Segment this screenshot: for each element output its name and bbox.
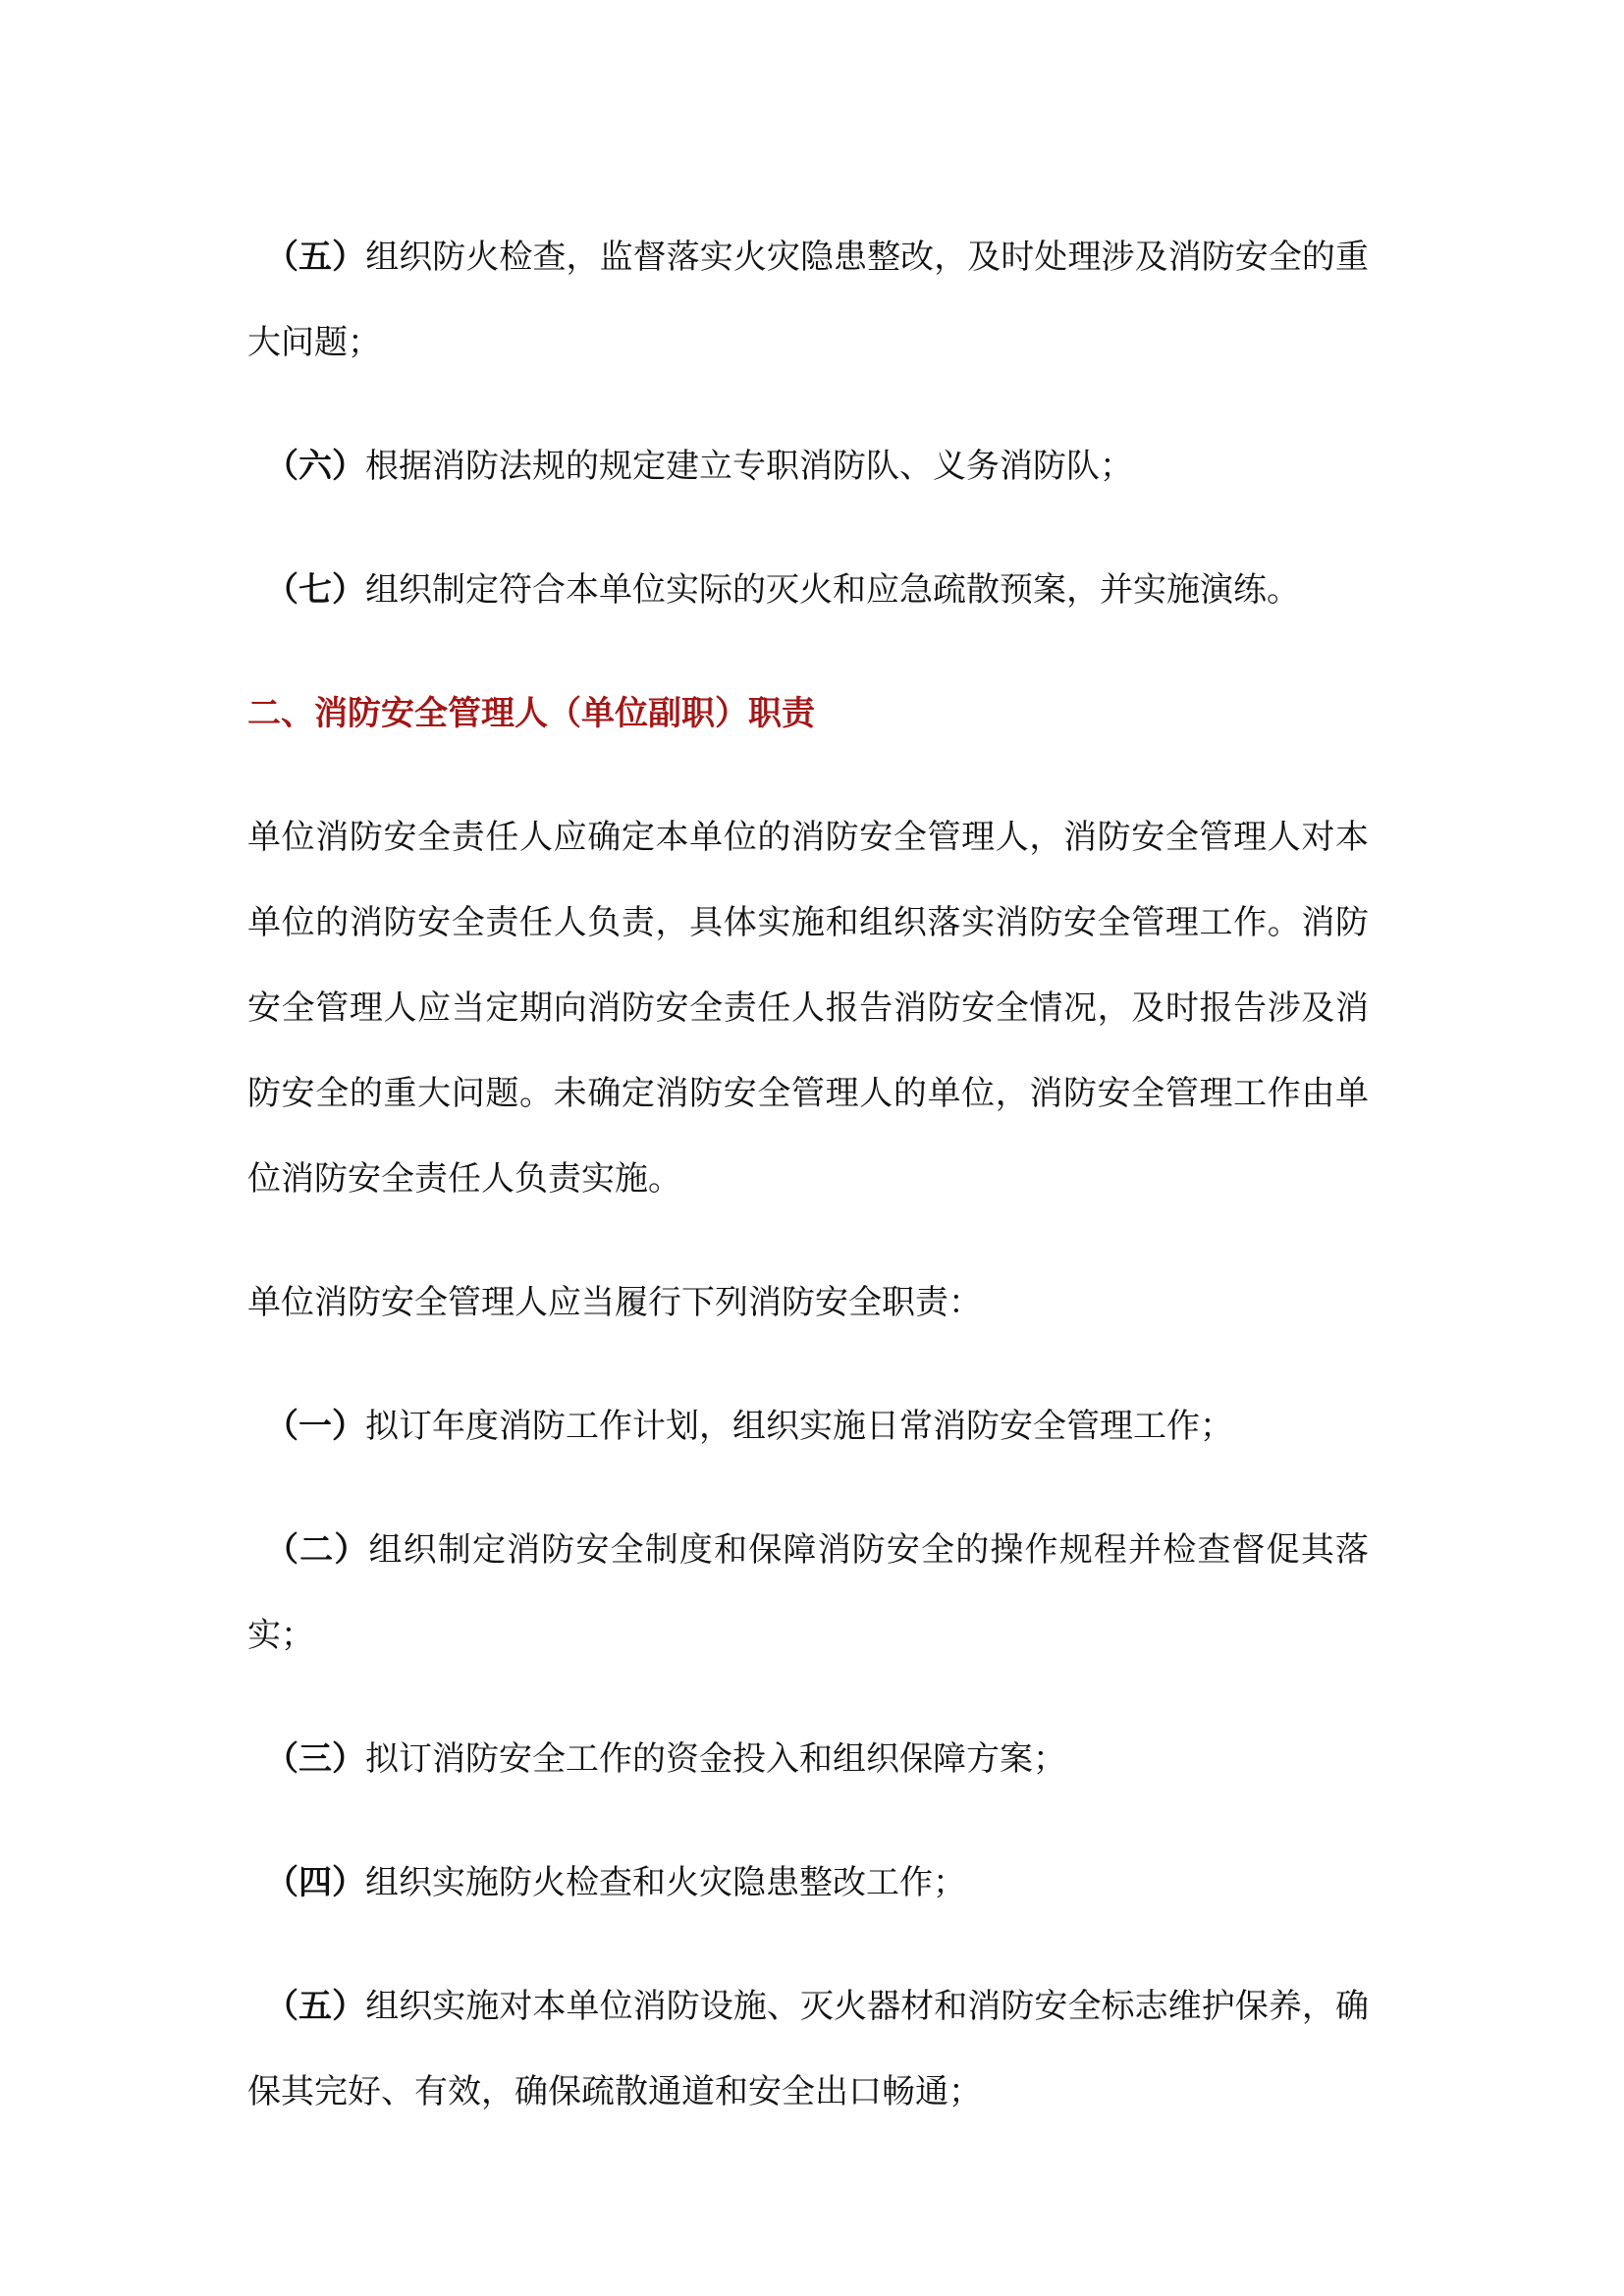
item-label: （二）: [265, 1530, 369, 1570]
item-label: （五）: [265, 1987, 366, 2026]
item-label: （六）: [265, 447, 365, 486]
intro-paragraph: 单位消防安全责任人应确定本单位的消防安全管理人，消防安全管理人对本单位的消防安全责任人负责，具体实施和组织落实消防安全管理工作。消防安全管理人应当定期向消防安全责任人报告消防安全情况，及时报告涉及消防安全的重大问题。未确定消防安全管理人的单位，消防安全管理工作由单位消防安全责任人负责实施。: [247, 818, 1369, 1199]
item-text: 组织实施对本单位消防设施、灭火器材和消防安全标志维护保养，确保其完好、有效，确保疏散通道和安全出口畅通；: [247, 1987, 1369, 2111]
item-text: 组织制定消防安全制度和保障消防安全的操作规程并检查督促其落实；: [247, 1530, 1369, 1655]
list-item: [247, 548, 1369, 633]
list-item: [247, 1384, 1369, 1469]
list-item: [247, 1717, 1369, 1802]
item-label: （五）: [265, 238, 366, 277]
document-body: [247, 215, 1369, 2173]
lead-paragraph: 单位消防安全管理人应当履行下列消防安全职责：: [247, 1283, 982, 1322]
list-item: [247, 215, 1369, 386]
list-item: [247, 1964, 1369, 2135]
section-heading: 二、消防安全管理人（单位副职）职责: [247, 694, 815, 733]
item-label: （三）: [265, 1739, 365, 1779]
list-item: [247, 1508, 1369, 1679]
item-text: 根据消防法规的规定建立专职消防队、义务消防队；: [365, 447, 1133, 486]
item-label: （一）: [265, 1407, 365, 1446]
item-text: 拟订消防安全工作的资金投入和组织保障方案；: [365, 1739, 1066, 1779]
list-item: [247, 1841, 1369, 1926]
item-text: 组织防火检查，监督落实火灾隐患整改，及时处理涉及消防安全的重大问题；: [247, 238, 1369, 362]
item-text: 组织制定符合本单位实际的灭火和应急疏散预案，并实施演练。: [365, 570, 1300, 610]
item-label: （四）: [265, 1863, 365, 1902]
item-label: （七）: [265, 570, 365, 610]
item-text: 组织实施防火检查和火灾隐患整改工作；: [365, 1863, 966, 1902]
list-item: [247, 424, 1369, 509]
item-text: 拟订年度消防工作计划，组织实施日常消防安全管理工作；: [365, 1407, 1233, 1446]
